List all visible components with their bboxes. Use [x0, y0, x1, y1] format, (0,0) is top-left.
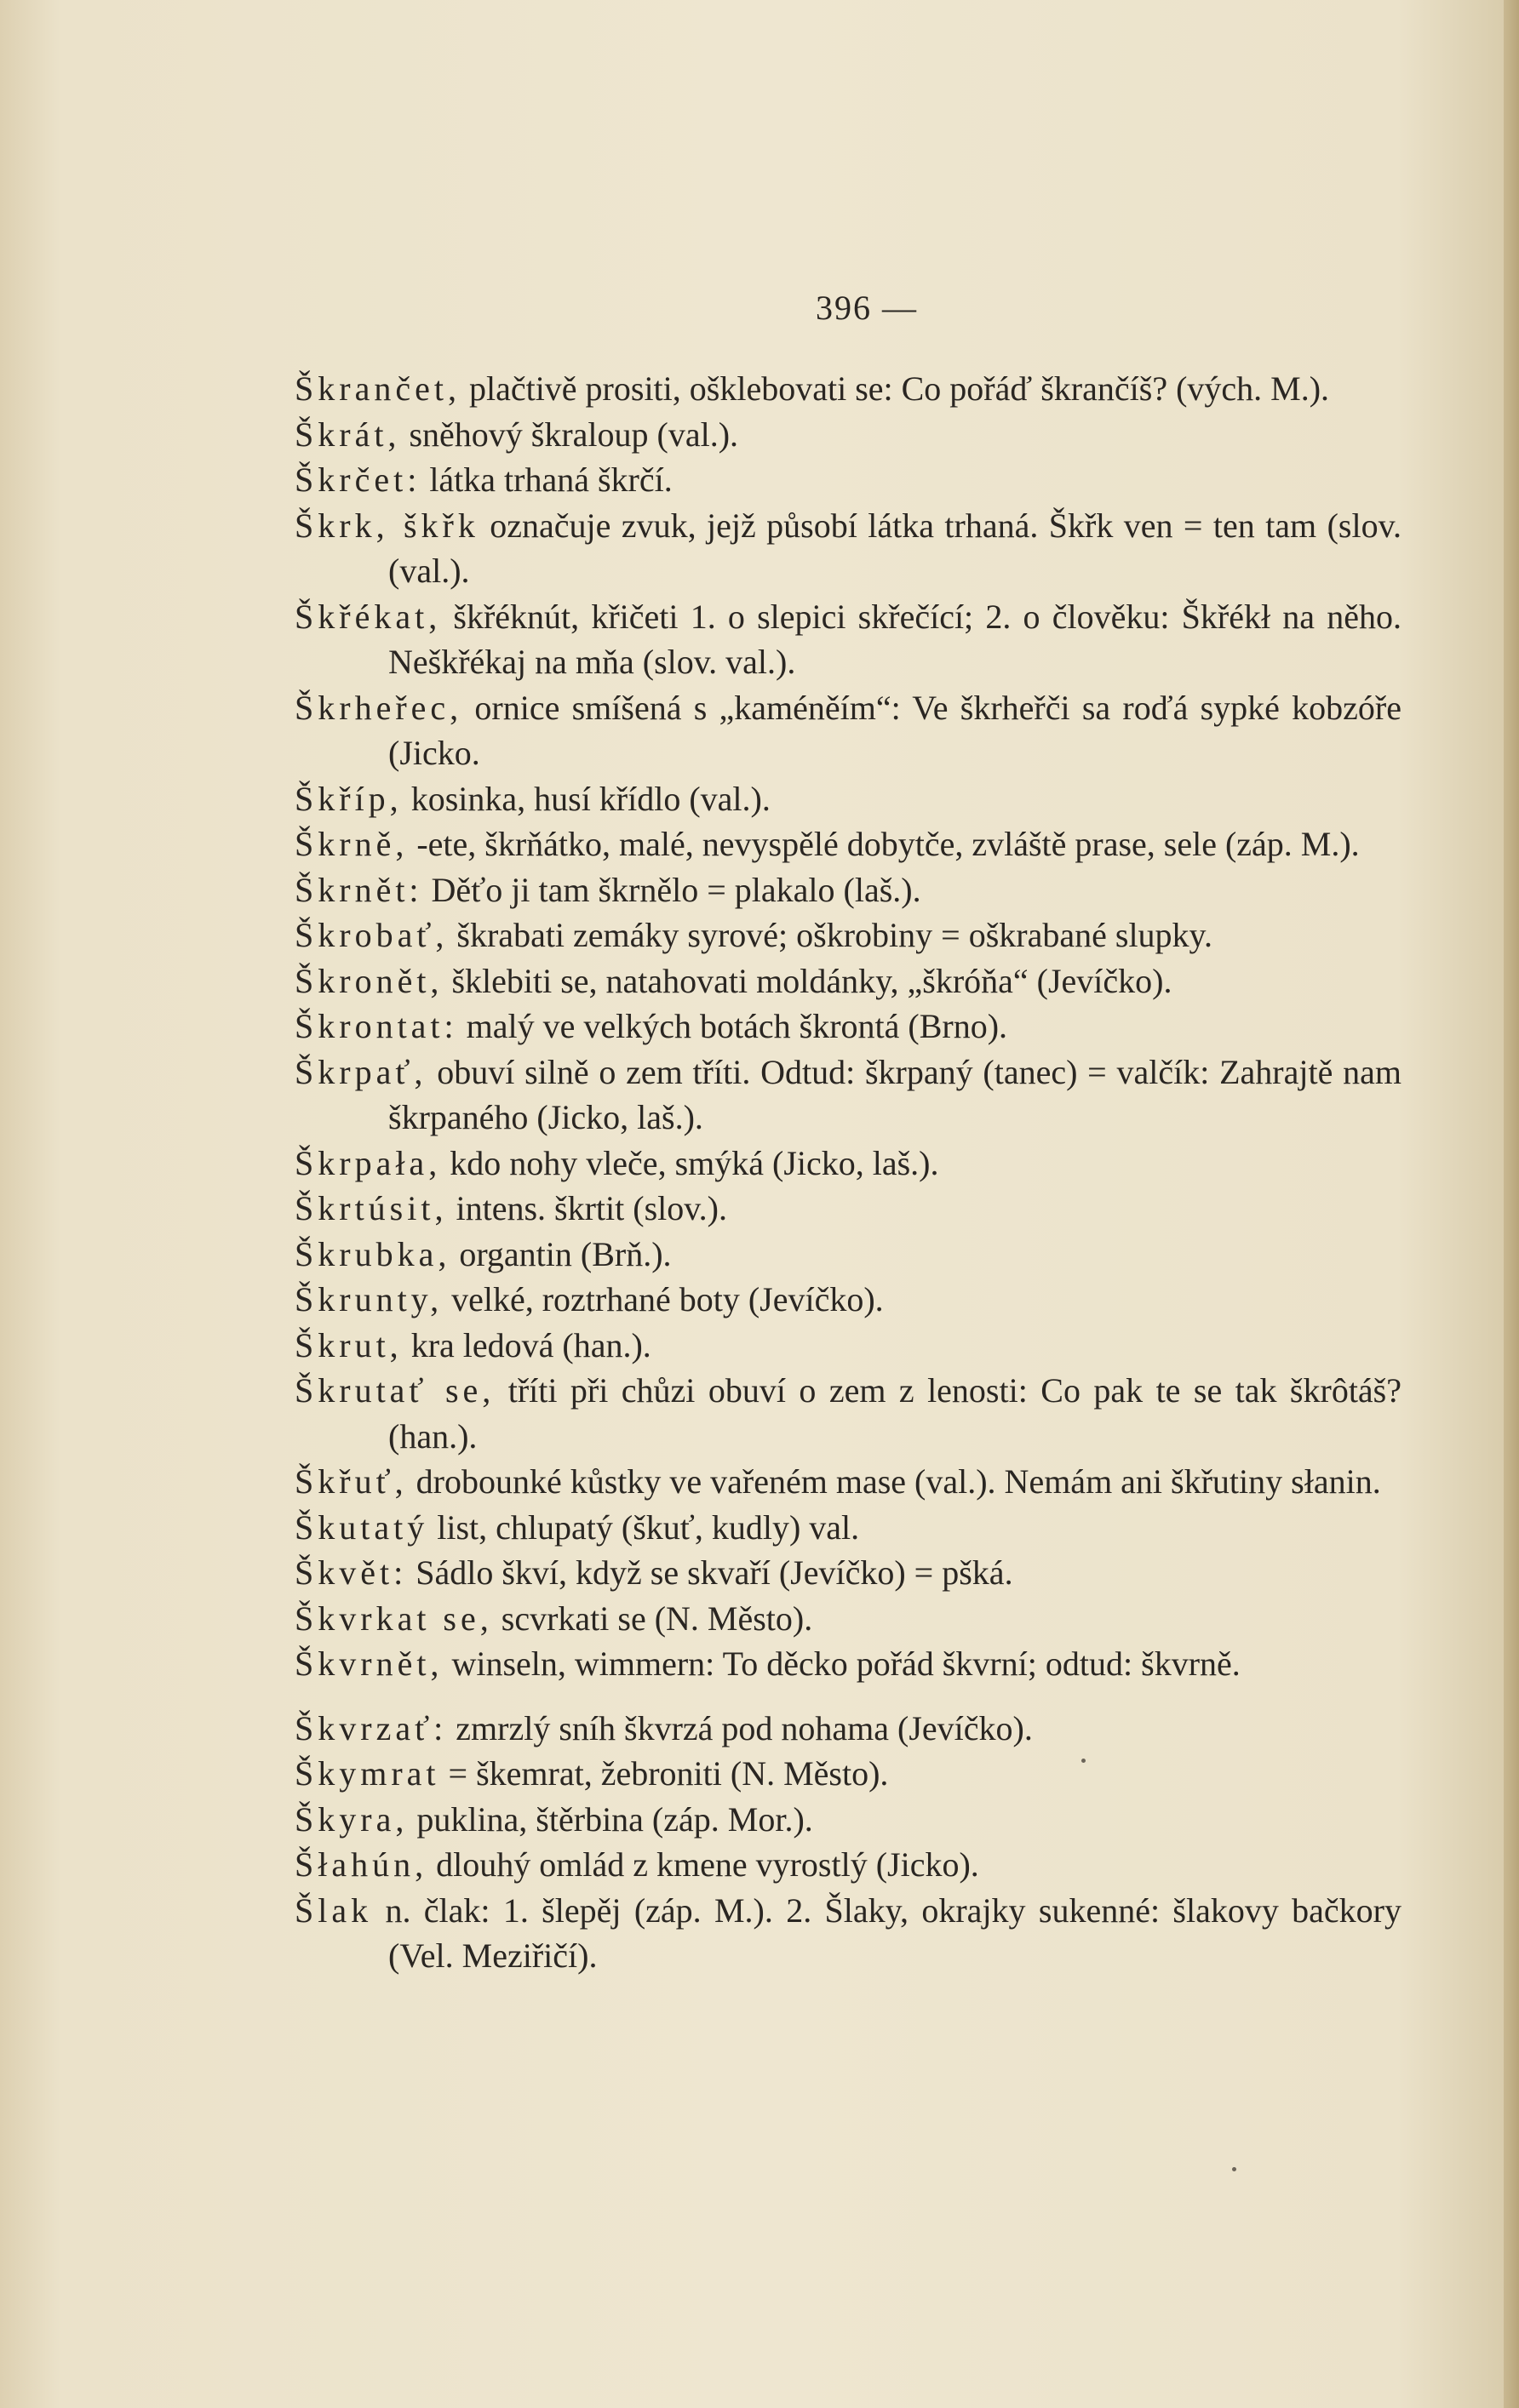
definition: organtin (Brň.). [450, 1234, 672, 1273]
definition: malý ve velkých botách škrontá (Brno). [457, 1007, 1008, 1045]
entry-skrat [295, 412, 1401, 458]
entry-skrnet [295, 867, 1401, 913]
entry-skrcet [295, 457, 1401, 503]
definition: kra ledová (han.). [402, 1325, 651, 1364]
entry-skvrnet [295, 1641, 1401, 1687]
headword: Škrontat: [295, 1007, 458, 1045]
definition: velké, roztrhané boty (Jevíčko). [443, 1280, 884, 1318]
definition: šklebiti se, natahovati moldánky, „škróňa“ (Jevíčko). [443, 961, 1172, 1000]
ink-speck [1232, 2167, 1236, 2171]
definition: obuví silně o zem tříti. Odtud: škrpaný (tanec) = valčík: Zahrajtě nam škrpaného (Jicko, laš.). [388, 1052, 1401, 1136]
entry-skrekat [295, 594, 1401, 685]
entry-skrontat [295, 1004, 1401, 1050]
definition: škřéknút, křičeti 1. o slepici skřečící; 2. o člověku: Škřékł na něho. Neškřékaj na mňa (slov. val.). [388, 597, 1401, 681]
definition: -ete, škrňátko, malé, nevyspělé dobytče, zvláště prase, sele (záp. M.). [408, 825, 1360, 863]
entry-skymrat [295, 1751, 1401, 1797]
entry-skutaty [295, 1505, 1401, 1551]
headword: Škrpała, [295, 1143, 442, 1182]
definition: zmrzlý sníh škvrzá pod nohama (Jevíčko). [447, 1708, 1033, 1747]
entry-skrunty [295, 1277, 1401, 1323]
entry-skvet [295, 1550, 1401, 1596]
entry-skvrkat [295, 1596, 1401, 1642]
entry-skrubka [295, 1232, 1401, 1278]
entry-skrip [295, 776, 1401, 822]
entry-skrancet [295, 366, 1401, 412]
headword: Škronět, [295, 961, 444, 1000]
definition: intens. škrtit (slov.). [447, 1189, 727, 1227]
headword: Škrobať, [295, 916, 449, 954]
headword: Škřékat, [295, 597, 442, 636]
definition: scvrkati se (N. Město). [492, 1599, 813, 1638]
headword: Škrčet: [295, 460, 421, 499]
headword: Škrk, škřk [295, 506, 479, 545]
definition: = škemrat, žebroniti (N. Město). [439, 1754, 889, 1793]
definition: tříti při chůzi obuví o zem z lenosti: Co pak te se tak škrôtáš? (han.). [388, 1371, 1402, 1456]
entry-skvrzat [295, 1706, 1401, 1752]
entry-slahun [295, 1842, 1401, 1888]
headword: Škrtúsit, [295, 1189, 448, 1227]
headword: Škutatý [295, 1507, 429, 1547]
definition: kdo nohy vleče, smýká (Jicko, laš.). [441, 1143, 939, 1182]
headword: Škrut, [295, 1325, 403, 1364]
definition: n. člak: 1. šlepěj (záp. M.). 2. Šlaky, okrajky sukenné: šlakovy bačkory (Vel. Meziřičí). [372, 1890, 1401, 1975]
definition: Děťo ji tam škrnělo = plakalo (laš.). [422, 870, 921, 909]
definition: drobounké kůstky ve vařeném mase (val.). Nemám ani škřutiny słanin. [407, 1462, 1381, 1501]
entry-skrk [295, 503, 1401, 594]
entry-skrut [295, 1323, 1401, 1369]
headword: Škrnět: [295, 870, 423, 909]
definition: dlouhý omlád z kmene vyrostlý (Jicko). [427, 1845, 979, 1884]
entry-skrut-2 [295, 1459, 1401, 1505]
headword: Škvrnět, [295, 1644, 444, 1683]
headword: Škvrkat se, [295, 1599, 493, 1638]
definition: ornice smíšená s „kaméněím“: Ve škrheřči sa roďá sypké kobzóře (Jicko. [388, 688, 1401, 772]
entry-slak [295, 1888, 1401, 1979]
definition: kosinka, husí křídlo (val.). [402, 779, 771, 818]
ink-speck [1081, 1759, 1086, 1763]
entry-skrpala [295, 1141, 1401, 1187]
definition: plačtivě prositi, ošklebovati se: Co pořáď škrančíš? (vých. M.). [460, 369, 1330, 408]
headword: Škrutať se, [295, 1371, 496, 1410]
entry-skrpat [295, 1050, 1401, 1141]
definition: sněhový škraloup (val.). [400, 415, 739, 454]
headword: Škříp, [295, 779, 403, 818]
entry-skrtusit [295, 1186, 1401, 1232]
definition: list, chlupatý (škuť, kudly) val. [428, 1507, 860, 1547]
headword: Škymrat [295, 1754, 440, 1793]
entry-skyra [295, 1797, 1401, 1843]
definition: winseln, wimmern: To děcko pořád škvrní; odtud: škvrně. [443, 1644, 1241, 1683]
definition: puklina, štěrbina (záp. Mor.). [408, 1799, 813, 1839]
entry-skrherec [295, 685, 1401, 776]
headword: Škrpať, [295, 1052, 427, 1091]
definition: látka trhaná škrčí. [421, 460, 673, 499]
headword: Škrheřec, [295, 688, 463, 727]
entry-skrobat [295, 912, 1401, 958]
paragraph-gap [295, 1687, 1401, 1706]
headword: Škřuť, [295, 1462, 408, 1501]
headword: Škrubka, [295, 1234, 451, 1273]
definition: označuje zvuk, jejž působí látka trhaná. Škřk ven = ten tam (slov. (val.). [388, 506, 1401, 590]
entry-skrne [295, 821, 1401, 867]
definition: škrabati zemáky syrové; oškrobiny = oškrabané slupky. [448, 916, 1212, 954]
page-edge [1504, 0, 1519, 2408]
headword: Šłahún, [295, 1845, 428, 1884]
headword: Škrát, [295, 415, 401, 454]
dictionary-entries [295, 366, 1401, 1979]
headword: Škvět: [295, 1553, 408, 1592]
headword: Škvrzať: [295, 1708, 448, 1747]
page-number: 396 — [816, 289, 918, 327]
headword: Šlak [295, 1890, 373, 1930]
headword: Škrně, [295, 825, 409, 863]
entry-skronet [295, 958, 1401, 1004]
entry-skrutat [295, 1368, 1401, 1459]
headword: Škyra, [295, 1799, 409, 1839]
headword: Škrančet, [295, 369, 461, 408]
definition: Sádlo škví, když se skvaří (Jevíčko) = pšká. [407, 1553, 1013, 1592]
headword: Škrunty, [295, 1280, 444, 1318]
